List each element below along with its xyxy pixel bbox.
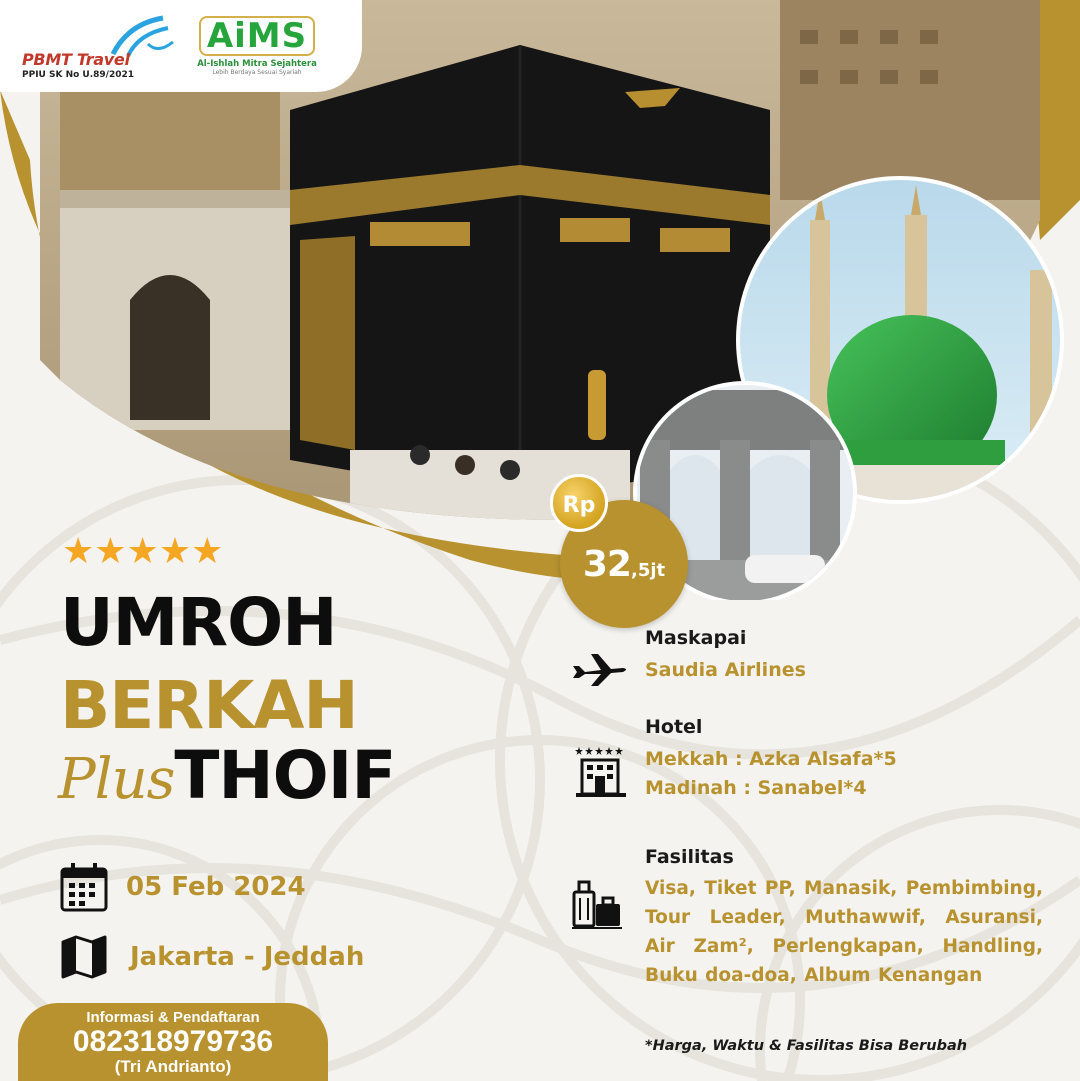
logo-bar bbox=[0, 0, 362, 92]
map-icon bbox=[60, 934, 108, 980]
contact-box[interactable] bbox=[18, 1003, 328, 1081]
airplane-icon bbox=[571, 652, 629, 688]
trip-date: 05 Feb 2024 bbox=[126, 872, 306, 902]
contact-label: Informasi & Pendaftaran bbox=[86, 1009, 260, 1026]
aims-logo: AiMS bbox=[199, 16, 315, 56]
title-plus: Plus bbox=[58, 747, 175, 812]
hotel-title: Hotel bbox=[645, 716, 703, 738]
title-line-2: BERKAH bbox=[60, 667, 358, 744]
airline-title: Maskapai bbox=[645, 627, 747, 649]
aims-tagline: Lebih Berdaya Sesuai Syariah bbox=[212, 69, 302, 76]
hotel-mekkah: Mekkah : Azka Alsafa*5 bbox=[645, 748, 897, 770]
facilities-value: Visa, Tiket PP, Manasik, Pembimbing, Tour Leader, Muthawwif, Asuransi, Air Zam², Perlengkapan, Handling, Buku doa-doa, Album Kenangan bbox=[645, 878, 1043, 986]
luggage-icon bbox=[570, 878, 624, 930]
price-amount bbox=[560, 544, 688, 585]
contact-phone[interactable]: 082318979736 bbox=[72, 1025, 274, 1058]
facilities-title: Fasilitas bbox=[645, 846, 734, 868]
title-line-3 bbox=[58, 737, 396, 814]
airline-value: Saudia Airlines bbox=[645, 659, 806, 681]
disclaimer: *Harga, Waktu & Fasilitas Bisa Berubah bbox=[645, 1038, 968, 1054]
trip-date-row bbox=[60, 862, 306, 912]
pbmt-name: PBMT Travel bbox=[22, 50, 130, 69]
aims-name: Al-Ishlah Mitra Sejahtera bbox=[197, 59, 317, 69]
hotel-icon bbox=[574, 746, 628, 798]
title-thoif: THOIF bbox=[174, 737, 396, 814]
price-amount-suffix: ,5jt bbox=[630, 560, 666, 581]
contact-name: (Tri Andrianto) bbox=[114, 1057, 232, 1076]
calendar-icon bbox=[60, 862, 108, 912]
trip-route: Jakarta - Jeddah bbox=[130, 942, 365, 972]
price-amount-main: 32 bbox=[582, 544, 631, 585]
title-line-1: UMROH bbox=[60, 584, 337, 661]
trip-route-row bbox=[60, 934, 364, 980]
hotel-madinah: Madinah : Sanabel*4 bbox=[645, 777, 867, 799]
price-currency: Rp bbox=[550, 474, 608, 532]
pbmt-license: PPIU SK No U.89/2021 bbox=[22, 70, 135, 80]
rating-stars: ★★★★★ bbox=[62, 531, 224, 572]
